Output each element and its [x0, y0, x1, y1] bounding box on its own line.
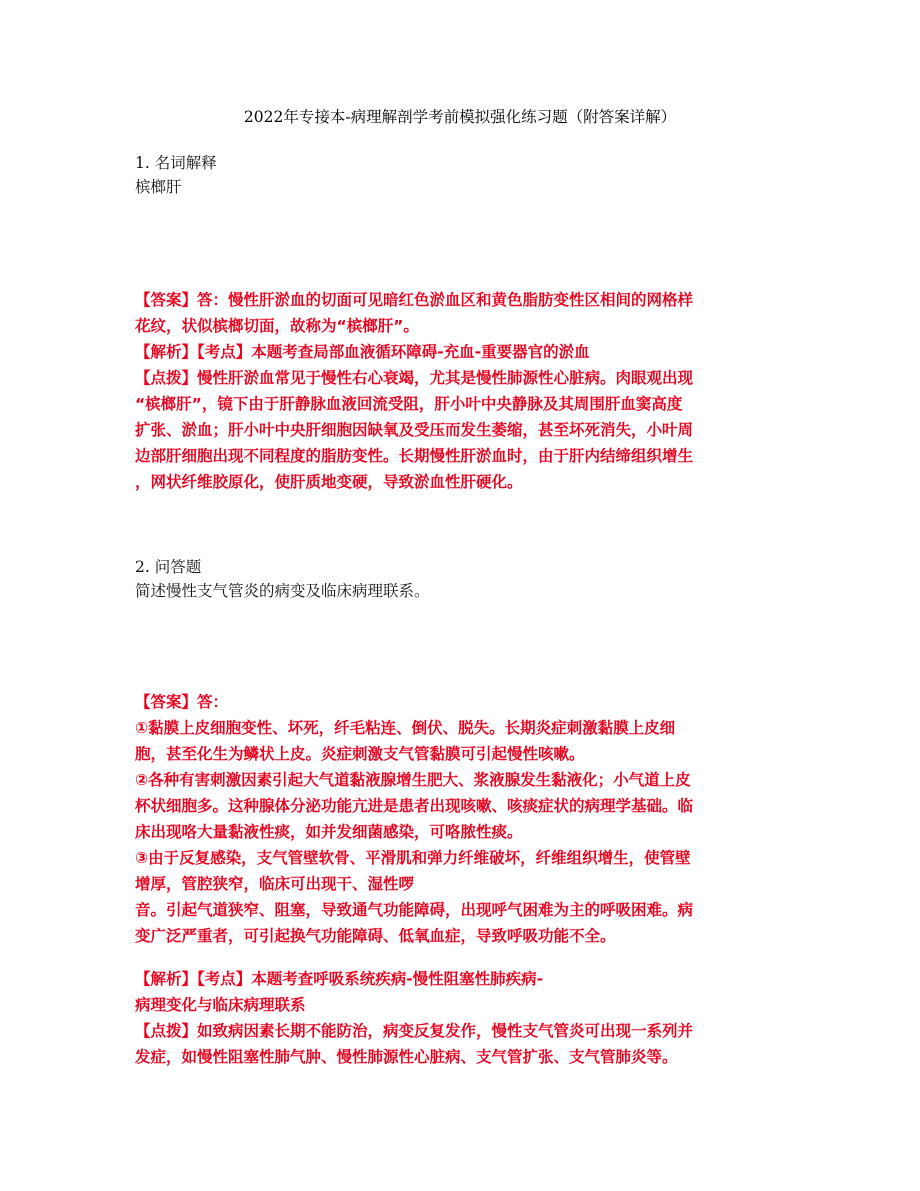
q2-analysis-line: 病理变化与临床病理联系 — [135, 996, 306, 1014]
q2-answer-line: 床出现咯大量黏液性痰，如并发细菌感染，可咯脓性痰。 — [135, 823, 523, 841]
q1-tip-line: ，网状纤维胶原化，使肝质地变硬，导致淤血性肝硬化。 — [135, 473, 523, 491]
q2-prompt: 简述慢性支气管炎的病变及临床病理联系。 — [135, 582, 430, 600]
document-title: 2022年专接本-病理解剖学考前模拟强化练习题（附答案详解） — [243, 108, 677, 126]
q2-answer-line: 杯状细胞多。这种腺体分泌功能亢进是患者出现咳嗽、咳痰症状的病理学基础。临 — [135, 797, 694, 815]
q1-tip-line: “槟榔肝”，镜下由于肝静脉血液回流受阻，肝小叶中央静脉及其周围肝血窦高度 — [135, 395, 683, 413]
q2-analysis-line: 【解析】【考点】本题考查呼吸系统疾病-慢性阻塞性肺疾病- — [135, 970, 544, 988]
q2-answer-line: ③由于反复感染，支气管壁软骨、平滑肌和弹力纤维破坏，纤维组织增生，使管壁 — [135, 849, 691, 867]
q2-answer-line: ②各种有害刺激因素引起大气道黏液腺增生肥大、浆液腺发生黏液化；小气道上皮 — [135, 771, 691, 789]
q2-answer-line: 增厚，管腔狭窄，临床可出现干、湿性啰 — [135, 875, 415, 893]
q2-answer-line: 【答案】答： — [135, 693, 229, 711]
q2-answer-line: 变广泛严重者，可引起换气功能障碍、低氧血症，导致呼吸功能不全。 — [135, 927, 616, 945]
q1-prompt: 槟榔肝 — [135, 178, 182, 196]
q2-heading: 2. 问答题 — [135, 558, 202, 576]
q2-tip-line: 【点拨】如致病因素长期不能防治，病变反复发作，慢性支气管炎可出现一系列并 — [135, 1022, 694, 1040]
q2-answer-line: 音。引起气道狭窄、阻塞，导致通气功能障碍，出现呼气困难为主的呼吸困难。病 — [135, 901, 694, 919]
q1-analysis-line: 【解析】【考点】本题考查局部血液循环障碍-充血-重要器官的淤血 — [135, 343, 590, 361]
q1-answer-block — [135, 287, 790, 495]
q1-answer-line: 花纹，状似槟榔切面，故称为“槟榔肝”。 — [135, 317, 419, 335]
q1-tip-line: 扩张、淤血；肝小叶中央肝细胞因缺氧及受压而发生萎缩，甚至坏死消失，小叶周 — [135, 421, 694, 439]
q2-answer-block — [135, 689, 790, 949]
q2-answer-line: ①黏膜上皮细胞变性、坏死，纤毛粘连、倒伏、脱失。长期炎症刺激黏膜上皮细 — [135, 719, 676, 737]
q2-tip-line: 发症，如慢性阻塞性肺气肿、慢性肺源性心脏病、支气管扩张、支气管肺炎等。 — [135, 1048, 678, 1066]
q2-answer-line: 胞，甚至化生为鳞状上皮。炎症刺激支气管黏膜可引起慢性咳嗽。 — [135, 745, 585, 763]
q1-heading: 1. 名词解释 — [135, 154, 217, 172]
q1-tip-line: 【点拨】慢性肝淤血常见于慢性右心衰竭，尤其是慢性肺源性心脏病。肉眼观出现 — [135, 369, 694, 387]
q1-answer-line: 【答案】答：慢性肝淤血的切面可见暗红色淤血区和黄色脂肪变性区相间的网格样 — [135, 291, 694, 309]
q2-analysis-block — [135, 966, 790, 1070]
q1-tip-line: 边部肝细胞出现不同程度的脂肪变性。长期慢性肝淤血时，由于肝内结缔组织增生 — [135, 447, 694, 465]
